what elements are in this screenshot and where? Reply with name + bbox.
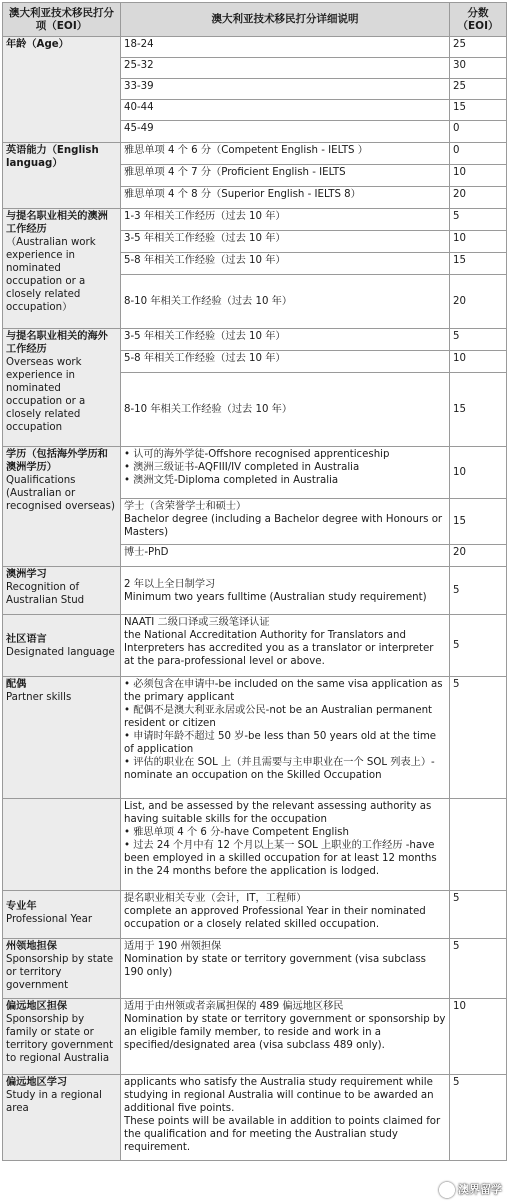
os-work-pts-2: 15 xyxy=(450,373,507,447)
au-work-pts-3: 20 xyxy=(450,275,507,329)
table-row xyxy=(3,799,507,891)
table-row xyxy=(3,329,507,351)
list-item: List, and be assessed by the relevant assessing authority as having suitable skills for the occupation xyxy=(124,801,432,825)
au-work-category: 与提名职业相关的澳洲工作经历 （Australian work experience in nominated occupation or a closely related occupation） xyxy=(3,209,121,329)
list-item: • 必须包含在申请中-be included on the same visa application as the primary applicant xyxy=(124,679,443,703)
au-work-pts-2: 15 xyxy=(450,253,507,275)
english-desc-1: 雅思单项 4 个 7 分（Proficient English - IELTS xyxy=(121,165,450,187)
quals-desc-0 xyxy=(121,447,450,499)
partner-desc-0 xyxy=(121,677,450,799)
age-desc-3: 40-44 xyxy=(121,100,450,121)
study-pts: 5 xyxy=(450,567,507,615)
os-work-desc-1: 5-8 年相关工作经验（过去 10 年） xyxy=(121,351,450,373)
list-item: • 澳洲三级证书-AQFIII/IV completed in Australia xyxy=(124,462,360,473)
wechat-logo-icon xyxy=(439,1182,455,1198)
state-pts: 5 xyxy=(450,939,507,999)
quals-desc-1: 学士（含荣誉学士和硕士） Bachelor degree (including a Bachelor degree with Honours or Masters) xyxy=(121,499,450,545)
header-description: 澳大利亚技术移民打分详细说明 xyxy=(121,3,450,37)
english-pts-1: 10 xyxy=(450,165,507,187)
study-category: 澳洲学习 Recognition of Australian Stud xyxy=(3,567,121,615)
age-desc-2: 33-39 xyxy=(121,79,450,100)
quals-category: 学历（包括海外学历和澳洲学历） Qualifications (Australian or recognised overseas) xyxy=(3,447,121,567)
table-row xyxy=(3,999,507,1075)
english-pts-2: 20 xyxy=(450,187,507,209)
list-item: • 过去 24 个月中有 12 个月以上某一 SOL 上职业的工作经历 -have been employed in a skilled occupation for at least 12 months in the 24 months before the application is lodged. xyxy=(124,840,437,877)
study-desc: 2 年以上全日制学习 Minimum two years fulltime (Australian study requirement) xyxy=(121,567,450,615)
table-row xyxy=(3,567,507,615)
watermark xyxy=(439,1181,502,1198)
pro-year-pts: 5 xyxy=(450,891,507,939)
list-item: • 澳洲文凭-Diploma completed in Australia xyxy=(124,475,339,486)
partner-category-cont xyxy=(3,799,121,891)
header-row xyxy=(3,3,507,37)
quals-pts-1: 15 xyxy=(450,499,507,545)
table-row xyxy=(3,37,507,58)
age-pts-2: 25 xyxy=(450,79,507,100)
language-category: 社区语言 Designated language xyxy=(3,615,121,677)
watermark-text: 澳界留学 xyxy=(458,1183,502,1196)
age-desc-4: 45-49 xyxy=(121,121,450,143)
quals-desc-2: 博士-PhD xyxy=(121,545,450,567)
english-pts-0: 0 xyxy=(450,143,507,165)
au-work-desc-0: 1-3 年相关工作经历（过去 10 年） xyxy=(121,209,450,231)
age-category: 年龄（Age） xyxy=(3,37,121,143)
regional-study-category: 偏远地区学习 Study in a regional area xyxy=(3,1075,121,1161)
list-item: • 配偶不是澳大利亚永居或公民-not be an Australian permanent resident or citizen xyxy=(124,705,433,729)
language-desc: NAATI 二级口译或三级笔译认证 the National Accreditation Authority for Translators and Interpreters has accredited you as a translator or interpreter at the para-professional level or above. xyxy=(121,615,450,677)
table-row xyxy=(3,891,507,939)
regional-category: 偏远地区担保 Sponsorship by family or state or territory government to regional Australia xyxy=(3,999,121,1075)
table-row xyxy=(3,615,507,677)
os-work-desc-0: 3-5 年相关工作经验（过去 10 年） xyxy=(121,329,450,351)
partner-category: 配偶 Partner skills xyxy=(3,677,121,799)
age-desc-1: 25-32 xyxy=(121,58,450,79)
os-work-category: 与提名职业相关的海外工作经历 Overseas work experience in nominated occupation or a closely related occupation xyxy=(3,329,121,447)
age-pts-4: 0 xyxy=(450,121,507,143)
eoi-points-table xyxy=(2,2,507,1161)
os-work-pts-0: 5 xyxy=(450,329,507,351)
list-item: • 雅思单项 4 个 6 分-have Competent English xyxy=(124,827,349,838)
regional-study-desc: applicants who satisfy the Australia study requirement while studying in regional Australia will continue to be awarded an additional five points. These points will be available in addition to points claimed for the qualification and for meeting the Australian study requirement. xyxy=(121,1075,450,1161)
state-desc: 适用于 190 州领担保 Nomination by state or territory government (visa subclass 190 only) xyxy=(121,939,450,999)
header-points: 分数（EOI） xyxy=(450,3,507,37)
au-work-desc-3: 8-10 年相关工作经验（过去 10 年） xyxy=(121,275,450,329)
regional-desc: 适用于由州领或者亲属担保的 489 偏远地区移民 Nomination by state or territory government or sponsorship by an eligible family member, to reside and work in a specified/designated area (visa subclass 489 only). xyxy=(121,999,450,1075)
au-work-desc-1: 3-5 年相关工作经验（过去 10 年） xyxy=(121,231,450,253)
list-item: • 认可的海外学徒-Offshore recognised apprenticeship xyxy=(124,449,390,460)
list-item: • 申请时年龄不超过 50 岁-be less than 50 years old at the time of application xyxy=(124,731,437,755)
age-pts-0: 25 xyxy=(450,37,507,58)
english-desc-0: 雅思单项 4 个 6 分（Competent English - IELTS ） xyxy=(121,143,450,165)
partner-pts-cont xyxy=(450,799,507,891)
age-pts-3: 15 xyxy=(450,100,507,121)
table-row xyxy=(3,1075,507,1161)
partner-desc-1 xyxy=(121,799,450,891)
os-work-desc-2: 8-10 年相关工作经验（过去 10 年） xyxy=(121,373,450,447)
list-item: • 评估的职业在 SOL 上（并且需要与主申职业在一个 SOL 列表上）-nominate an occupation on the Skilled Occupation xyxy=(124,757,435,781)
regional-study-pts: 5 xyxy=(450,1075,507,1161)
table-row xyxy=(3,209,507,231)
pro-year-desc: 提名职业相关专业（会计，IT，工程师） complete an approved Professional Year in their nominated occupation or a closely related skilled occupation. xyxy=(121,891,450,939)
quals-list xyxy=(124,448,446,487)
quals-pts-0: 10 xyxy=(450,447,507,499)
age-desc-0: 18-24 xyxy=(121,37,450,58)
table-row xyxy=(3,447,507,499)
au-work-pts-1: 10 xyxy=(450,231,507,253)
partner-pts: 5 xyxy=(450,677,507,799)
state-category: 州领地担保 Sponsorship by state or territory government xyxy=(3,939,121,999)
header-category: 澳大利亚技术移民打分项（EOI） xyxy=(3,3,121,37)
table-row xyxy=(3,677,507,799)
pro-year-category: 专业年 Professional Year xyxy=(3,891,121,939)
partner-list-1 xyxy=(124,678,446,782)
quals-pts-2: 20 xyxy=(450,545,507,567)
os-work-pts-1: 10 xyxy=(450,351,507,373)
language-pts: 5 xyxy=(450,615,507,677)
age-pts-1: 30 xyxy=(450,58,507,79)
au-work-pts-0: 5 xyxy=(450,209,507,231)
table-row xyxy=(3,939,507,999)
english-category: 英语能力（English languag） xyxy=(3,143,121,209)
regional-pts: 10 xyxy=(450,999,507,1075)
table-row xyxy=(3,143,507,165)
english-desc-2: 雅思单项 4 个 8 分（Superior English - IELTS 8） xyxy=(121,187,450,209)
au-work-desc-2: 5-8 年相关工作经验（过去 10 年） xyxy=(121,253,450,275)
partner-list-2 xyxy=(124,800,446,878)
